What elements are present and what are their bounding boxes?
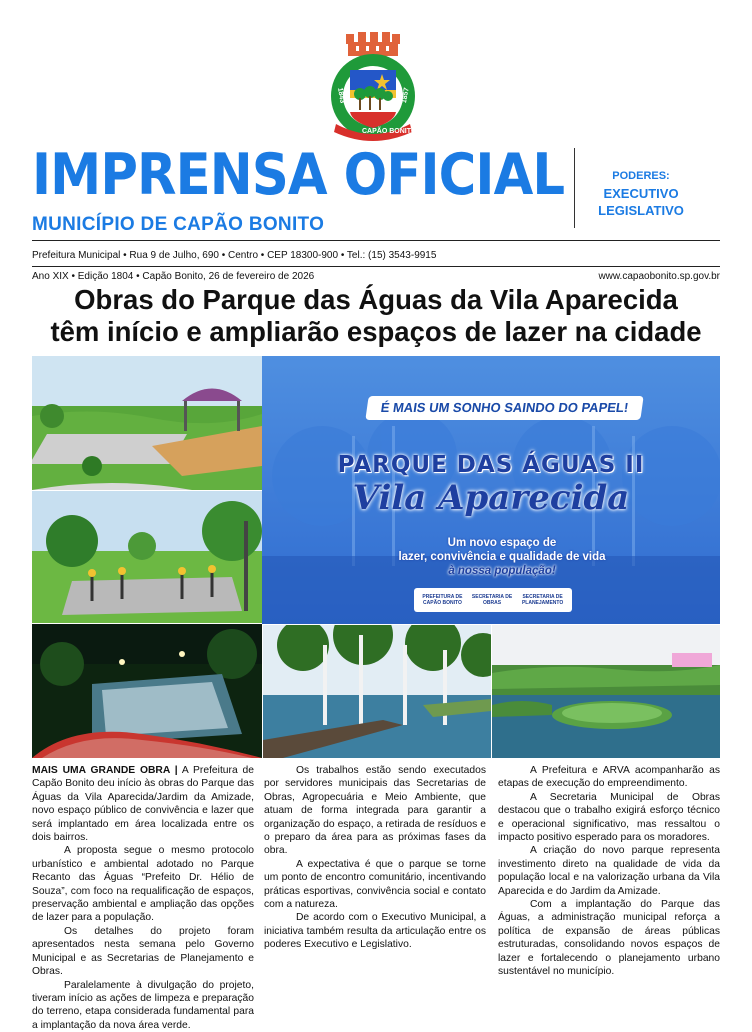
power-legislative: LEGISLATIVO [585, 202, 697, 219]
powers-box [585, 168, 697, 219]
banner-tagline-1: Um novo espaço de [372, 536, 632, 550]
crest-left-year: 1843 [336, 87, 346, 104]
banner-title: PARQUE DAS ÁGUAS II [262, 452, 720, 478]
article-paragraph: A Secretaria Municipal de Obras destacou que o trabalho exigirá esforço técnico e operacional significativo, mas ressaltou o impacto positivo esperado para os moradores. [498, 791, 720, 845]
park-render-courts-night-icon [32, 624, 262, 758]
header-rule [32, 266, 720, 267]
header-rule [32, 240, 720, 241]
article-paragraph [32, 764, 254, 844]
headline [20, 284, 732, 348]
article-paragraph: A criação do novo parque representa investimento direto na qualidade de vida da população local e na valorização urbana da Vila Aparecida e do Jardim da Amizade. [498, 844, 720, 898]
power-executive: EXECUTIVO [585, 185, 697, 202]
park-render-boardwalk-icon [263, 625, 491, 758]
park-banner [262, 356, 720, 624]
banner-logos [414, 588, 572, 612]
article-column-2 [264, 764, 486, 952]
article-paragraph: Paralelamente à divulgação do projeto, tiveram início as ações de limpeza e preparação do terreno, etapa considerada fundamental para a implantação da nova área verde. [32, 979, 254, 1032]
crest-right-year: 1857 [401, 87, 411, 104]
article-paragraph: Com a implantação do Parque das Águas, a administração municipal reforça a política de expansão de áreas públicas estruturadas, consolidando novos espaços de lazer e fortalecendo o planejamento urbano sustentável no município. [498, 898, 720, 978]
park-render-fitness-icon [32, 491, 262, 623]
article-paragraph: A expectativa é que o parque se torne um ponto de encontro comunitário, incentivando práticas esportivas, convivência social e contato com a natureza. [264, 858, 486, 912]
article-paragraph: Os trabalhos estão sendo executados por servidores municipais das Secretarias de Obras, Agropecuária e Meio Ambiente, que atuam de forma integrada para garantir a organização do espaço, a retirada de resíduos e o preparo da área para as próximas fases da obra. [264, 764, 486, 858]
powers-label: PODERES: [585, 168, 697, 185]
banner-tagline-2: lazer, convivência e qualidade de vida [372, 550, 632, 564]
logo-planejamento: SECRETARIA DE PLANEJAMENTO [513, 594, 572, 606]
article-paragraph: Os detalhes do projeto foram apresentados nesta semana pelo Governo Municipal e as Secretarias de Planejamento e Obras. [32, 925, 254, 979]
park-render-lake-icon [492, 625, 720, 758]
headline-line-1: Obras do Parque das Águas da Vila Aparecida [20, 284, 732, 316]
masthead-subtitle: MUNICÍPIO DE CAPÃO BONITO [32, 214, 324, 236]
article-column-1 [32, 764, 254, 1032]
banner-tagline [372, 536, 632, 578]
edition-line: Ano XIX • Edição 1804 • Capão Bonito, 26 de fevereiro de 2026 [32, 271, 314, 282]
article-paragraph: A proposta segue o mesmo protocolo urbanístico e ambiental adotado no Parque Recanto das Águas “Prefeito Dr. Hélio de Souza”, com foco na requalificação de espaços, preservação ambiental e ampliação das opções de lazer para a população. [32, 844, 254, 924]
masthead-title: IMPRENSA OFICIAL [32, 143, 564, 207]
article-paragraph-text: A Prefeitura de Capão Bonito deu início às obras do Parque das Águas da Vila Aparecida/Jardim da Amizade, novo espaço público de convivência e lazer que será implantado em área localizada entre os dois bairros. [32, 765, 254, 843]
park-render-playground-icon [32, 356, 262, 490]
article-lead: MAIS UMA GRANDE OBRA | [32, 765, 178, 776]
crest-motto: CAPÃO BONITO [362, 128, 416, 135]
banner-subtitle: Vila Aparecida [262, 478, 720, 518]
website-link[interactable]: www.capaobonito.sp.gov.br [598, 271, 720, 282]
banner-ribbon: É MAIS UM SONHO SAINDO DO PAPEL! [365, 396, 643, 420]
banner-tagline-3: à nossa população! [372, 564, 632, 578]
masthead-divider [574, 148, 575, 228]
address-line: Prefeitura Municipal • Rua 9 de Julho, 690 • Centro • CEP 18300-900 • Tel.: (15) 3543-9915 [32, 250, 436, 261]
article-column-3 [498, 764, 720, 979]
article-paragraph: De acordo com o Executivo Municipal, a iniciativa também resulta da articulação entre os poderes Executivo e Legislativo. [264, 911, 486, 951]
headline-line-2: têm início e ampliarão espaços de lazer na cidade [20, 316, 732, 348]
article-paragraph: A Prefeitura e ARVA acompanharão as etapas de execução do empreendimento. [498, 764, 720, 791]
crest-icon [328, 32, 418, 142]
logo-obras: SECRETARIA DE OBRAS [471, 594, 513, 606]
logo-prefeitura: PREFEITURA DE CAPÃO BONITO [414, 594, 471, 606]
